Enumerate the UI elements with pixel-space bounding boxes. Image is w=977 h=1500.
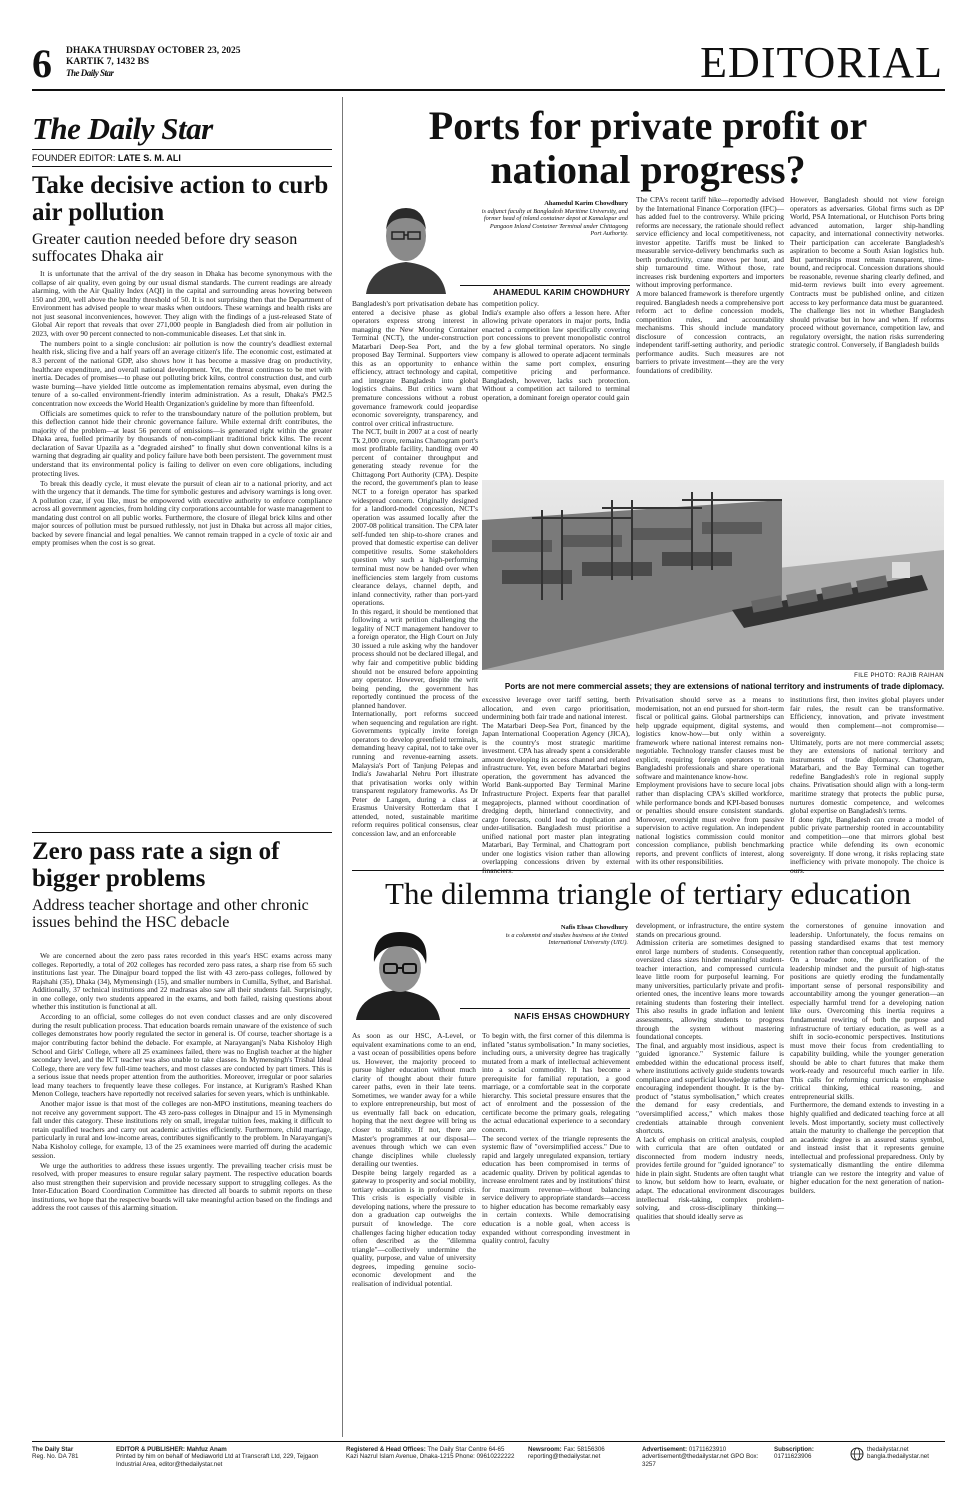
footer-newsroom bbox=[528, 1446, 638, 1461]
article1-col3-top: The CPA's recent tariff hike—reportedly advised by the International Finance Corporation (IFC)—has added fuel to the controversy. While pricing reforms are necessary, the rationale should reflect service efficiency and local competitiveness, not investor appetite. Tariffs must be linked to measurable service-delivery benchmarks such as berth productivity, crane moves per hour, and ship turnaround time. Without those, rate increases risk burdening exporters and importers without improving performance. A more balanced framework is therefore urgently required. Bangladesh needs a comprehensive port reform act to define concession models, competition rules, and accountability mechanisms. This should include mandatory disclosure of concession contracts, an independent tariff-setting authority, and periodic performance audits. Such measures are not barriers to private investment—they are the very foundations of credibility. bbox=[636, 195, 784, 375]
section-title: EDITORIAL bbox=[700, 38, 943, 87]
article1-byline: AHAMEDUL KARIM CHOWDHURY bbox=[493, 288, 630, 297]
footer-advertisement bbox=[642, 1446, 768, 1468]
article1-author-name: Ahamedul Karim Chowdhury bbox=[544, 200, 628, 207]
article-divider bbox=[352, 870, 944, 871]
masthead-rule bbox=[32, 149, 332, 150]
editorial2-headline: Zero pass rate a sign of bigger problems bbox=[32, 838, 280, 892]
byline2-rule bbox=[460, 1008, 630, 1009]
footer-advertisement-text: 01711623910 advertisement@thedailystar.net GPO Box: 3257 bbox=[642, 1446, 759, 1468]
footer-offices-title: Registered & Head Offices: bbox=[346, 1446, 426, 1453]
photo-credit: FILE PHOTO: RAJIB RAIHAN bbox=[854, 673, 944, 679]
port-photo bbox=[482, 480, 944, 670]
date-line: DHAKA THURSDAY OCTOBER 23, 2025 bbox=[66, 46, 241, 56]
editorial2-body bbox=[32, 952, 332, 1435]
founder-editor bbox=[32, 153, 181, 163]
article2-col2: To begin with, the first corner of this dilemma is inflated "status symbolisation." In many societies, including ours, a university degree has tragically mutated from a mark of intellectual achievement into a social commodity. It has become a prerequisite for familial reputation, a good marriage, or a comfortable seat in the corporate hierarchy. This societal pressure ensures that the act of enrolment and the possession of the certificate become the primary goals, relegating the actual educational experience to a secondary concern. The second vertex of the triangle represents the systemic flaw of "oversimplified access." Due to rapid and largely unregulated expansion, tertiary education has been compromised in terms of academic quality. Driven by political agendas to increase enrolment rates and by institutions' thirst for maximum revenue—without balancing service delivery to appropriate standards—access to higher education has become remarkably easy in certain contexts. While democratising education is a noble goal, when access is expanded without corresponding investment in quality control, faculty bbox=[482, 1031, 630, 1246]
footer-websites bbox=[867, 1446, 947, 1461]
globe-icon bbox=[850, 1447, 864, 1461]
masthead-logo: The Daily Star bbox=[32, 111, 213, 146]
website-link[interactable]: thedailystar.net bbox=[867, 1446, 909, 1453]
editorial2-paragraph: We are concerned about the zero pass rates recorded in this year's HSC exams across many colleges. Reportedly, a total of 202 colleges has recorded zero pass rates, a sharp rise from 65 such institutions last year. The Dinajpur board topped the list with 43 zero-pass colleges, followed by Rajshahi (35), Dhaka (34), Mymensingh (15), and smaller numbers in Cumilla, Sylhet, and Barishal. Additionally, 37 technical institutions and 22 madrasas also saw all their students fail. Surprisingly, in one college, only two students appeared in the exams, and both failed, raising questions about whether this institution is functional at all. bbox=[32, 951, 332, 1012]
footer-offices bbox=[346, 1446, 518, 1461]
editorial1-paragraph: To break this deadly cycle, it must elevate the pursuit of clean air to a national priority, and act with the urgency that it demands. The time for symbolic gestures and advisory warnings is long over. A pollution czar, if you like, must be empowered with executive authority to enforce compliance across all government agencies, from holding city corporations accountable for waste management to mandating dust control on all public works. Furthermore, the closure of illegal brick kilns and other major sources of pollution must be pursued ruthlessly, not just in Dhaka but across all major cities, backed by severe financial and legal penalties. We cannot remain trapped in a cycle of toxic air and empty promises when the cost is so great. bbox=[32, 478, 332, 548]
article2-byline: NAFIS EHSAS CHOWDHURY bbox=[514, 1012, 630, 1021]
header-rule bbox=[32, 89, 945, 91]
founder-name: LATE S. M. ALI bbox=[117, 153, 181, 163]
editorial1-subhead: Greater caution needed before dry season suffocates Dhaka air bbox=[32, 231, 298, 265]
article2-headline: The dilemma triangle of tertiary education bbox=[385, 876, 911, 911]
author2-photo bbox=[348, 922, 448, 1020]
article1-author-bio: is adjunct faculty at Bangladesh Maritime University, and former head of inland container depot at Kamalapur and Pangaon Inland Container Terminal under Chittagong Port Authority. bbox=[481, 208, 628, 237]
footer-paper bbox=[32, 1446, 108, 1461]
article1-headline: Ports for private profit or national progress? bbox=[428, 103, 868, 192]
footer-reg: Reg. No. DA 781 bbox=[32, 1453, 79, 1461]
article2-col4: the cornerstones of genuine innovation and leadership. Unfortunately, the focus remains on passing standardised exams that test memory retention rather than conceptual application. On a broader note, the glorification of the leadership mindset and the pursuit of high-status positions are quietly eroding the fundamentally important sense of personal responsibility and accountability among the younger generation—an especially harmful trend for a developing nation like ours. Overcoming this inertia requires a fundamental rewiring of both the purpose and infrastructure of tertiary education, as well as a shift in socio-economic perspectives. Institutions must move their focus from credentialling to capability building, while the younger generation should be able to chart futures that make them work-ready and resourceful much earlier in life. This calls for reforming curricula to emphasise critical thinking, ethical reasoning, and entrepreneurial skills. Furthermore, the demand extends to investing in a highly qualified and dedicated teaching force at all levels. Most importantly, society must collectively attain the maturity to challenge the perception that an academic degree is an assured status symbol, and instead insist that it represents genuine intellectual and professional preparedness. Only by systematically dismantling the entire dilemma triangle can we restore the integrity and value of higher education for the next generation of nation-builders. bbox=[790, 921, 944, 1195]
small-logo: The Daily Star bbox=[66, 68, 114, 78]
footer-offices-text: The Daily Star Centre 64-65 Kazi Nazrul Islam Avenue, Dhaka-1215 Phone: 09610222222 bbox=[346, 1446, 515, 1461]
article1-col4-bottom: institutions first, then invites global players under fair rules, the result can be transformative. Efficiency, innovation, and private investment would then complement—not compromise—sovereignty. Ultimately, ports are not mere commercial assets; they are extensions of national territory and instruments of trade diplomacy. Chattogram, Matarbari, and the Bay Terminal can together redefine Bangladesh's role in regional supply chains. Privatisation should align with a long-term maritime strategy that protects the public purse, nurtures domestic competence, and welcomes global expertise on Bangladesh's terms. If done right, Bangladesh can create a model of public private partnership rooted in accountability and competition—one that mirrors global best practice while defending its own economic sovereignty. If done wrong, it risks replacing state inefficiency with private monopoly. The choice is bbox=[790, 695, 944, 867]
footer-editor-title: EDITOR & PUBLISHER: Mahfuz Anam bbox=[116, 1446, 227, 1453]
editorial1-body bbox=[32, 270, 332, 828]
author-photo bbox=[356, 196, 456, 294]
footer-newsroom-text: Fax: 58156306 reporting@thedailystar.net bbox=[528, 1446, 605, 1461]
editorial2-paragraph: According to an official, some colleges do not even conduct classes and are only discovered during the result publication process. That education boards remain unaware of the existence of such colleges demonstrates how poorly regulated the sector in general is. Of course, teacher shortage is a major contributing factor behind the debacle. For example, at Narayanganj's Naba Kisholoy High School and Girls' College, where all 25 examinees failed, there was no English teacher at the higher secondary level, and the ICT teacher was also unable to take classes. In Mymensingh's Trishal Ideal College, there are very few full-time teachers, and most classes are conducted by part timers. This is a serious issue that needs proper attention from the authorities. Moreover, irregular or poor salaries lead many teachers to frequently leave these colleges. For instance, at Kurigram's Rashed Khan Menon College, teachers have reportedly not received salaries for seven years, which is unthinkable. bbox=[32, 1012, 332, 1099]
founder-label: FOUNDER EDITOR: bbox=[32, 153, 116, 163]
page-number: 6 bbox=[32, 41, 52, 86]
article2-col3: development, or infrastructure, the entire system stands on precarious ground. Admission criteria are sometimes designed to enrol large numbers of students. Consequently, oversized class sizes hinder meaningful student-teacher interaction, and compressed curricula leave little room for purposeful learning. For many universities, particularly private and profit-oriented ones, the incentive leans more towards retaining students than fostering their intellect. This also results in grade inflation and lenient assessments, allowing students to progress through the system without mastering foundational concepts. The final, and arguably most insidious, aspect is "guided ignorance." Systemic failure is embedded within the educational process itself, where institutions actively guide students towards compliance and superficial knowledge rather than encouraging independent thought. It is the by-product of "status symbolisation," which creates the demand for easy credentials, and "oversimplified access," which makes those credentials attainable through convenient shortcuts. A lack of emphasis on critical analysis, coupled with curricula that are often outdated or disconnected from modern industry needs, provides fertile ground for "guided ignorance" to hide in plain sight. Students are often taught what to know, but seldom how to learn, evaluate, or adapt. The educational environment discourages intellectual risk-taking, complex problem-solving, and cross-disciplinary thinking—qualities that should ideally serve as bbox=[636, 921, 784, 1221]
article1-col1: Bangladesh's port privatisation debate has entered a decisive phase as global operators express strong interest in managing the New Mooring Container Terminal (NCT), the under-construction Matarbari Deep-Sea Port, and the proposed Bay Terminal. Supporters view this as an opportunity to enhance efficiency, attract technology and capital, and integrate Bangladesh into global logistics chains. But critics warn that premature concessions without a robust governance framework could jeopardise economic sovereignty, transparency, and control over critical infrastructure. The NCT, built in 2007 at a cost of nearly Tk 2,000 crore, remains Chattogram port's most profitable facility, handling over 40 percent of container throughput and generating steady revenue for the Chittagong Port Authority (CPA). Despite the record, the government's plan to lease NCT to a foreign operator has sparked widespread concern. Originally designed for a landlord-model concession, NCT's operation was assumed locally after the 2007-08 political transition. The CPA later self-funded ten ship-to-shore cranes and proved that domestic expertise can deliver competitive results. Some stakeholders question why such a high-performing terminal must now be handed over when inefficiencies stem largely from customs clearance delays, channel depth, and inland connectivity, rather than port-yard operations. In this regard, it should be mentioned that following a writ petition challenging the legality of NCT management handover to a foreign operator, the High Court on July 30 issued a rule asking why the handover process should not be declared illegal, and why fair and competitive public bidding should not be ensured before appointing any operator. However, despite the writ being pending, the government has reportedly continued the process of the planned handover. Internationally, port reforms succeed when sequencing and regulation are right. Governments typically invite foreign operators to develop greenfield terminals, demanding heavy capital, not to take over running and revenue-earning assets. Malaysia's Port of Tanjung Pelepas and India's Jawaharlal Nehru Port illustrate that privatisation works only within transparent regulatory frameworks. As Dr Peter de Langen, during a class at Erasmus University Rotterdam that I attended, noted, sustainable maritime reform requires political consensus, clear concession law, and an enforceable bbox=[352, 299, 478, 838]
editorial-divider bbox=[32, 832, 332, 833]
column-divider bbox=[342, 97, 343, 1437]
footer-editor bbox=[116, 1446, 324, 1468]
article2-author-bio: is a columnist and studies business at the United International University (UIU). bbox=[505, 932, 628, 947]
editorial1-paragraph: Officials are sometimes quick to refer to the transboundary nature of the pollution problem, but this deflection cannot hide their chronic governance failure. While external drift contributes, the majority of the problem—at least 56 percent of emissions—is generated right within the greater Dhaka area, fuelled primarily by thousands of non-compliant traditional brick kilns. The recent declaration of Savar Upazila as a "degraded airshed" to finally shut down conventional kilns is a warning that degrading air quality and policy failure have both been persistent. The government must understand that its environmental policy is failing to deliver on even core obligations, including protecting lives. bbox=[32, 408, 332, 478]
article1-col4-top: However, Bangladesh should not view foreign operators as adversaries. Global firms such as DP World, PSA International, or Hutchison Ports bring advanced automation, larger ship-handling capacity, and international connectivity networks. Their participation can accelerate Bangladesh's aspiration to become a South Asian logistics hub. But partnerships must remain transparent, time-bound, and reciprocal. Concession durations should be reasonable, revenue sharing clearly defined, and mid-term reviews built into every agreement. Contracts must be published online, and citizen access to key performance data must be guaranteed. The challenge lies not in whether Bangladesh should privatise but in how and when. If reforms proceed without governance, competition law, and regulatory oversight, the nation risks surrendering strategic control. Conversely, if Bangladesh builds bbox=[790, 195, 944, 350]
editorial1-headline: Take decisive action to curb air pollution bbox=[32, 172, 329, 226]
article2-col1: As soon as our HSC, A-Level, or equivalent examinations come to an end, a vast ocean of possibilities opens before us. However, the majority proceed to pursue higher education without much clarity of thought about their future career paths, even in their late teens. Sometimes, we wander away for a while to explore entrepreneurship, but most of us eventually fall back on education, hoping that the next degree will bring us closer to stability. If not, there are Master's programmes at our disposal—avenues through which we can even change disciplines while cluelessly derailing our twenties. Despite being largely regarded as a gateway to prosperity and social mobility, tertiary education is in profound crisis. This crisis is especially visible in developing nations, where the pressure to don a graduation cap outweighs the pursuit of knowledge. The core challenges facing higher education today often described as the "dilemma triangle"—collectively undermine the quality, purpose, and value of university degrees, impeding genuine socio-economic development and the realisation of individual potential. bbox=[352, 1031, 476, 1288]
footer-subscription-title: Subscription: bbox=[774, 1446, 814, 1453]
byline-rule bbox=[460, 285, 630, 286]
editorial1-paragraph: It is unfortunate that the arrival of the dry season in Dhaka has become synonymous with the collapse of air quality, even going by our usual dismal standards. The current readings are already alarming, with the Air Quality Index (AQI) in the capital and surrounding areas hovering between 150 and 200, well above the healthy threshold of 50. It is not surprising then that the Department of Environment has advised people to wear masks when outdoors. These warnings and health risks are not just seasonal inconveniences, however. They align with the findings of a just-released State of Global Air report that reveals that over 271,000 people in Bangladesh died from air pollution in 2023, with over 90 percent connected to non-communicable diseases. Let that sink in. bbox=[32, 269, 332, 338]
article1-col2-bottom: excessive leverage over tariff setting, berth allocation, and even cargo prioritisation, undermining both fair trade and national interest. The Matarbari Deep-Sea Port, financed by the Japan International Cooperation Agency (JICA), is the country's most strategic maritime investment. CPA has already spent a considerable amount developing its access channel and related infrastructure. Yet, even before Matarbari begins operation, the government has advanced the World Bank-supported Bay Terminal Marine Infrastructure Project. Experts fear that parallel megaprojects, planned without coordination of dredging depth, hinterland connectivity, and cargo forecasts, could lead to duplication and under-utilisation. Bangladesh must prioritise a unified national port master plan integrating Matarbari, Bay Terminal, and Chattogram port under one logistics vision rather than allowing overlapping concessions driven by external bbox=[482, 695, 630, 867]
bangla-website-link[interactable]: bangla.thedailystar.net bbox=[867, 1453, 929, 1461]
footer-paper-title: The Daily Star bbox=[32, 1446, 74, 1453]
footer-subscription bbox=[774, 1446, 844, 1461]
editorial2-paragraph: Another major issue is that most of the colleges are non-MPO institutions, meaning teachers do not receive any government support. The 43 zero-pass colleges in Dinajpur and 15 in Mymensingh fall under this category. These institutions rely on small, irregular tuition fees, making it difficult to retain qualified teachers and carry out academic activities efficiently. Furthermore, child marriage, particularly in rural and low-income areas, contributes significantly to the problem. In Narayanganj's Naba Kisholoy college, for example, 13 of the 25 examinees were married off during the academic session. bbox=[32, 1099, 332, 1160]
article1-col2-top: competition policy. India's example also offers a lesson here. After allowing private operators in major ports, India enacted a competition law specifically covering port concessions to prevent monopolistic control by a few global terminal operators. No single company is allowed to operate adjacent terminals within the same port complex, ensuring competitive pricing and performance. Bangladesh, however, lacks such protection. Without a competition act tailored to terminal operation, a dominant foreign operator could gain bbox=[482, 299, 630, 403]
photo-caption: Ports are not mere commercial assets; they are extensions of national territory and instruments of trade diplomacy. bbox=[504, 682, 944, 691]
article1-col3-bottom: Privatisation should serve as a means to modernisation, not an end pursued for short-term fiscal or political gains. Global partnerships can help upgrade equipment, digital systems, and logistics know-how—but only within a framework where national interest remains non-negotiable. Technology transfer clauses must be explicit, requiring foreign operators to train Bangladeshi professionals and share operational software and maintenance know-how. Employment provisions have to secure local jobs rather than displacing CPA's skilled workforce, while performance bonds and KPI-based bonuses or penalties should ensure consistent standards. Moreover, oversight must evolve from passive supervision to active regulation. An independent national logistics commission could monitor concession compliance, publish benchmarking reports, and prevent conflicts of interest, along with its other responsibilities. bbox=[636, 695, 784, 867]
footer-advertisement-title: Advertisement: bbox=[642, 1446, 688, 1453]
footer-editor-text: Printed by him on behalf of Mediaworld Ltd at Transcraft Ltd, 229, Tejgaon Industrial Area, editor@thedailystar.net bbox=[116, 1453, 319, 1468]
editorial1-paragraph: The numbers point to a single conclusion: air pollution is now the country's deadliest external health risk, slicing five and a half years off an average citizen's life. The economic cost, estimated at 8.3 percent of the national GDP, also shows how it has become a massive drag on productivity, healthcare expenditure, and overall national development. Yet, the threat continues to be met with inertia. Decades of promises—to phase out polluting brick kilns, control construction dust, and curb waste burning—have yielded little outcome as implementation remains abysmal, even during the tenure of a so-called environment-friendly interim administration. As a result, Dhaka's PM2.5 concentration now exceeds the World Health Organization's guideline by more than fifteenfold. bbox=[32, 338, 332, 408]
article2-author-name: Nafis Ehsas Chowdhury bbox=[560, 924, 628, 931]
editorial2-paragraph: We urge the authorities to address these issues urgently. The prevailing teacher crisis must be resolved, with proper measures to ensure regular salary payment. The respective education boards also must strengthen their supervision and provide necessary support to struggling colleges. As the Inter-Education Board Coordination Committee has directed all boards to submit reports on these institutions, we hope that the respective boards will take meaningful action based on the findings and address the root causes of this alarming situation. bbox=[32, 1160, 332, 1213]
masthead-rule-bottom bbox=[32, 166, 332, 167]
footer-subscription-text: 01711623906 bbox=[774, 1453, 812, 1461]
footer-newsroom-title: Newsroom: bbox=[528, 1446, 562, 1453]
editorial2-subhead: Address teacher shortage and other chronic issues behind the HSC debacle bbox=[32, 897, 309, 931]
bangla-date: KARTIK 7, 1432 BS bbox=[66, 57, 150, 67]
footer-rule bbox=[32, 1441, 945, 1442]
